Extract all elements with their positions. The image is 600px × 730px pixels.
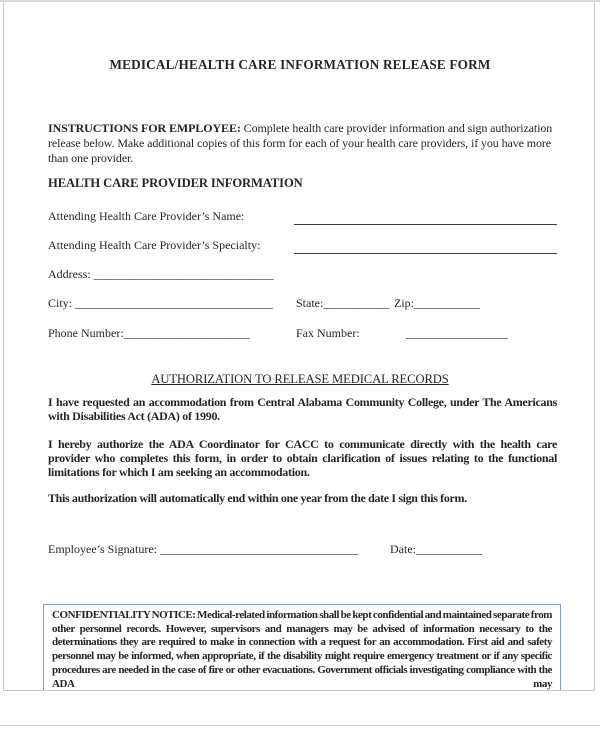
instructions-paragraph	[48, 121, 557, 165]
date-label: Date:	[390, 542, 416, 556]
state-label: State:	[296, 296, 324, 310]
state-cell	[296, 295, 389, 312]
city-state-zip-row	[48, 295, 557, 312]
provider-specialty-blank-line[interactable]	[294, 236, 557, 254]
signature-label: Employee’s Signature:	[48, 542, 157, 556]
confidentiality-label: CONFIDENTIALITY NOTICE:	[52, 609, 196, 621]
provider-name-blank-line[interactable]	[294, 207, 557, 225]
phone-blank-line[interactable]: _____________________	[123, 326, 250, 340]
city-cell	[48, 295, 273, 312]
provider-specialty-row	[48, 236, 557, 254]
signature-row	[48, 541, 557, 558]
zip-blank-line[interactable]: ___________	[414, 296, 480, 310]
state-blank-line[interactable]: ___________	[323, 296, 390, 310]
authorization-paragraph-1: I have requested an accommodation from Central Alabama Community College, under The Americans with Disabilities Act (ADA) of 1990.	[48, 395, 557, 423]
confidentiality-notice-box	[43, 604, 561, 691]
address-row	[48, 266, 557, 283]
next-page-top-edge	[0, 725, 600, 726]
authorization-paragraph-3: This authorization will automatically end within one year from the date I sign this form.	[48, 491, 467, 505]
phone-cell	[48, 325, 250, 342]
provider-name-row	[48, 207, 557, 225]
instructions-label: INSTRUCTIONS FOR EMPLOYEE:	[48, 121, 241, 135]
date-cell	[390, 541, 482, 558]
phone-fax-row	[48, 325, 557, 342]
fax-blank-line[interactable]: _________________	[406, 326, 508, 340]
city-label: City:	[48, 296, 73, 310]
page-title: MEDICAL/HEALTH CARE INFORMATION RELEASE FORM	[109, 57, 491, 72]
zip-label: Zip:	[394, 296, 414, 310]
signature-blank-line[interactable]: _________________________________	[159, 542, 358, 556]
confidentiality-paragraph	[52, 609, 552, 691]
form-page	[3, 2, 595, 691]
provider-name-label: Attending Health Care Provider’s Name:	[48, 209, 245, 223]
city-blank-line[interactable]: _________________________________	[75, 296, 274, 310]
provider-specialty-label: Attending Health Care Provider’s Specialty:	[48, 238, 261, 252]
authorization-paragraph-2: I hereby authorize the ADA Coordinator for CACC to communicate directly with the health care provider who completes this form, in order to obtain clarification of issues relating to the functional limitations for which I am seeking an accommodation.	[48, 437, 557, 479]
provider-section-heading: HEALTH CARE PROVIDER INFORMATION	[48, 176, 303, 190]
confidentiality-text: Medical-related information shall be kept confidential and maintained separate from other personnel records. However, supervisors and managers may be advised of information necessary to the determinations they are required to make in connection with a request for an accommodation. First aid and safety personnel may be informed, when appropriate, if the disability might require emergency treatment or if any specific procedures are needed in the case of fire or other evacuations. Government officials investigating compliance with the ADA may	[52, 609, 552, 690]
date-blank-line[interactable]: ___________	[416, 542, 482, 556]
signature-cell	[48, 541, 358, 558]
fax-label: Fax Number:	[296, 326, 360, 340]
zip-cell	[394, 295, 480, 312]
authorization-heading: AUTHORIZATION TO RELEASE MEDICAL RECORDS	[151, 372, 449, 386]
address-blank-line[interactable]: ______________________________	[93, 267, 274, 281]
phone-label: Phone Number:	[48, 326, 124, 340]
address-cell	[48, 266, 274, 283]
address-label: Address:	[48, 267, 91, 281]
instructions-text: Complete health care provider information and sign authorization release below. Make additional copies of this form for each of your health care providers, if you have more than one provider.	[48, 121, 553, 165]
